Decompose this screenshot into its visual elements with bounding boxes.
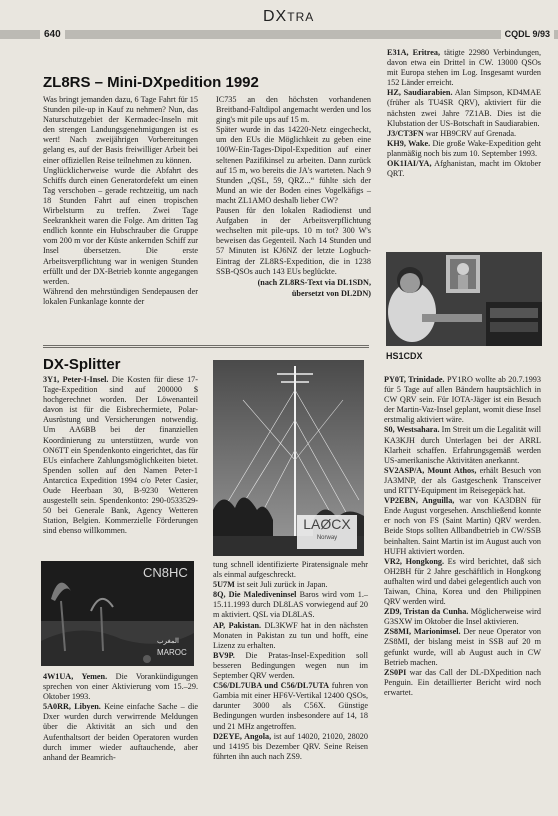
entry-lead: SV2ASP/A, Mount Athos,	[384, 465, 477, 475]
entry-lead: VP2EBN, Anguilla,	[384, 496, 455, 506]
splitter-entry	[213, 681, 368, 731]
news-entry	[387, 48, 541, 88]
entry-text: Die Pratas-Insel-Expedition soll besseren Bedingungen wegen nun im September QRV werden.	[213, 650, 368, 681]
photo-cn8hc-qsl	[41, 561, 194, 666]
article-paragraph: Pausen für den lokalen Radiodienst und Aufgaben in der Arbeitsverpflichtung wechselten mit pile-ups. 10 m tot? 300 W's beweisen das Gegenteil. Nach 14 Stunden und 57 Minuten ist KJ6NZ der letzte Logbuch-Eintrag der ZL8RS-Expedition, die in 1238 SSB-QSOs auch 143 EUs beglückte.	[216, 206, 371, 276]
splitter-entry	[43, 375, 198, 537]
entry-lead: 5U7M	[213, 580, 235, 590]
splitter-entry	[213, 580, 368, 590]
article-credit: übersetzt von DL2DN)	[291, 288, 371, 298]
entry-text: Alan Simpson, KD4MAE (früher als TU4SR QRV), aktiviert für die nächsten zwei Jahre 7Z1AB. Dies ist die Klubstation der US-Botschaft in Saudiarabien.	[387, 88, 541, 128]
entry-lead: ZS8MI, Marionimsel.	[384, 627, 461, 637]
splitter-entry	[384, 668, 541, 698]
entry-lead: ZS0PI	[384, 667, 407, 677]
splitter-entry	[384, 496, 541, 557]
splitter-entry	[384, 607, 541, 627]
entry-text: tätigte 22980 Verbindungen, davon etwa ein Drittel in CW. 13000 QSOs mit Europa stehen im Log. Insgesamt wurden 152 Länder erreicht.	[387, 48, 542, 88]
entry-text: Die große Wake-Expedition geht planmäßig noch bis zum 10. September 1993.	[387, 138, 542, 158]
entry-lead: S0, Westsahara.	[384, 425, 440, 435]
splitter-column2	[213, 560, 368, 762]
entry-text: ist seit Juli zurück in Japan.	[234, 580, 328, 590]
tower-badge-call: LAØCX	[303, 516, 351, 532]
article-title-dx-splitter: DX-Splitter	[43, 356, 121, 373]
article1-column2	[216, 95, 371, 299]
entry-lead: 5A0RR, Libyen.	[43, 702, 101, 712]
article1-column1	[43, 95, 198, 307]
photo-caption-hs1cdx: HS1CDX	[386, 351, 423, 361]
tower-badge-sub: Norway	[316, 535, 338, 541]
entry-lead: AP, Pakistan.	[213, 620, 262, 630]
entry-lead: 3Y1, Peter-I-Insel.	[43, 375, 109, 384]
entry-lead: PY0T, Trinidade.	[384, 375, 445, 384]
entry-lead: ZD9, Tristan da Cunha.	[384, 607, 469, 617]
splitter-column3	[384, 375, 541, 698]
divider-rule	[43, 347, 369, 348]
entry-lead: E31A, Eritrea,	[387, 48, 441, 57]
splitter-entry	[213, 560, 368, 580]
splitter-entry	[213, 590, 368, 620]
news-entry	[387, 139, 541, 159]
entry-text: PY1RO wollte ab 20.7.1993 für 5 Tage auf allen Bändern hauptsächlich in CW QRV sein. Für IOTA-Jäger ist ein Besuch der Martin-Vaz-Insel geplant, womit diese Insel erstmalig aktiviert wäre.	[384, 375, 541, 425]
entry-text: war das Call der DL-DXpedition nach Penguin. Ein detaillierter Bericht wird noch erwartet.	[384, 667, 541, 697]
splitter-entry	[384, 425, 541, 465]
splitter-entry	[384, 375, 541, 425]
header-band	[0, 30, 558, 39]
article-paragraph: Was bringt jemanden dazu, 6 Tage Fahrt für 15 Stunden pile-up in Kauf zu nehmen? Nun, das Naturschutzgebiet der Kermadec-Inseln mit den strengen Landungsgenehmigungen ist es wert! Nach zweijährigen Vorbereitungen gelang es, auf der Basis freiwilliger Arbeit bei einer offiziellen Reise teilnehmen zu können.	[43, 95, 198, 165]
splitter-entry	[43, 702, 198, 763]
entry-lead: HZ, Saudiarabien.	[387, 88, 453, 98]
page-number: 640	[40, 29, 65, 40]
splitter-entry	[213, 732, 368, 762]
splitter-entry	[384, 466, 541, 496]
entry-text: erhält Besuch von JA3MNP, der als Gastgeschenk Transceiver und RTTY-Equipment im Reisegepäck hat.	[384, 465, 542, 496]
entry-text: Die Kosten für diese 17-Tage-Expedition sind auf 200000 $ hochgerechnet worden. Der Löwenanteil davon ist für die Eisbrechermiete, Polar-Ausrüstung und Versicherungen notwendig. Um AA6BB bei der finanziellen Koordinierung zu unterstützen, wurde von ON6TT ein Spendenkonto eingerichtet, das für EUs einfachere Zahlungsmöglichkeiten bietet. Spenden sollen auf den Namen Peter-1 Antarctica Expedition 1994 c/o Peter Casier, Oude Heerbaan 30, B-9230 Wetteren ausgestellt sein. Spendenkonto: 290-0533529-50 bei Generale Bank, Agency Wetteren Station, Belgien. Kommerzielle Förderungen sind ebenso willkommen.	[43, 375, 198, 536]
entry-text: Keine einfache Sache – die Dxer wurden durch verwirrende Meldungen über die Aktivität an sich und den Aufenthaltsort der beiden Operatoren wurden durch immer wieder auftauchende, aber anhand der Beamrich-	[43, 702, 199, 762]
entry-text: tung schnell identifizierte Piratensignale mehr als einmal aufgeschreckt.	[213, 560, 368, 580]
article-paragraph: Während den mehrstündigen Sendepausen der lokalen Funkanlage konnte der	[43, 286, 198, 306]
news-entry	[387, 129, 541, 139]
right-news-column	[387, 48, 541, 179]
entry-text: DL3KWF hat in den nächsten Monaten in Pakistan zu tun und hofft, eine Lizenz zu erhalten.	[213, 620, 368, 650]
entry-text: Die Vorankündigungen sprechen von einer Aktivierung vom 15.–29. Oktober 1993.	[43, 672, 198, 702]
section-title: DXTRA	[263, 8, 315, 25]
splitter-entry	[213, 651, 368, 681]
entry-text: ist auf 14020, 21020, 28020 und 14195 bis Dezember QRV. Seine Reisen führten ihn auch nach ZS9.	[213, 731, 368, 761]
entry-text: Afghanistan, macht im Oktober QRT.	[387, 159, 541, 179]
entry-text: Es wird berichtet, daß sich OH2BH für 2 Jahre geschäftlich in Hongkong aufhalten wird und dabei gelegentlich auch von Taiwan, China, Korea und den Philippinen QRV werden wird.	[384, 556, 541, 607]
cn8hc-callsign: CN8HC	[143, 565, 188, 580]
splitter-entry	[213, 621, 368, 651]
entry-text: Baros wird vom 1.–15.11.1993 durch DL8LAS vorwiegend auf 20 m aktiviert. QSL via DL8LAS.	[213, 590, 369, 620]
article-title-zl8rs: ZL8RS – Mini-DXpedition 1992	[43, 74, 259, 91]
entry-lead: 8Q, Die Malediveninsel	[213, 590, 297, 600]
article-paragraph: Später wurde in das 14220-Netz eingecheckt, um den EUs die Möglichkeit zu geben eine 100W-Ein-Tages-Dipol-Expedition auf einer seltenen Pazifikinsel zu arbeiten. Dann zurück auf 15 m, wo bereits die JA's warteten. Nach 9 Stunden „QSL, 59, QRZ...“ fühlte sich der Mund an wie der Boden eines Vogelkäfigs – macht ZL1AMO deshalb lieber CW?	[216, 125, 371, 205]
entry-lead: 4W1UA, Yemen.	[43, 672, 108, 681]
entry-lead: C56/DL7UBA und C56/DL7UTA	[213, 681, 330, 691]
entry-lead: J3/CT3FN	[387, 128, 424, 138]
splitter-entry	[384, 557, 541, 607]
news-entry	[387, 88, 541, 128]
entry-text: Möglicherweise wird G3SXW im Oktober die Insel aktivieren.	[384, 607, 541, 627]
entry-lead: BV9P.	[213, 650, 235, 660]
entry-lead: OK1IAI/YA,	[387, 159, 432, 169]
entry-lead: D2EYE, Angola,	[213, 731, 272, 741]
splitter-column1b	[43, 672, 198, 763]
splitter-entry	[384, 627, 541, 667]
issue-label: CQDL 9/93	[501, 29, 554, 40]
article-paragraph: Unglücklicherweise wurde die Abfahrt des Schiffs durch einen Generatordefekt um einen Tag verschoben – gerade rechtzeitig, um nach 18 Stunden Fahrt auf einen tropischen Wirbelsturm zu treffen. Zwei Tage Seekrankheit waren die Folge. Am dritten Tag endlich konnte ein Hubschrauber die Gruppe vom 200 m vor der Küste ankernden Schiff zur Insel übersetzen. Die erste Arbeitsverpflichtung war in wenigen Stunden erfüllt und der DX-Betrieb konnte angegangen werden.	[43, 165, 198, 286]
entry-text: fuhren von Gambia mit einer HF6V-Vertikal 12400 QSOs, darunter 3000 als C56X. Günstige Bedingungen wurden insbesondere auf 14, 18 und 21 MHz angetroffen.	[213, 681, 369, 731]
divider-rule	[43, 345, 369, 346]
entry-text: Der neue Operator von ZS8MI, der bislang meist in SSB auf 20 m gefunkt wurde, will ab August auch in CW Betrieb machen.	[384, 627, 541, 667]
article-credit: (nach ZL8RS-Text via DL1SDN,	[257, 277, 371, 287]
entry-text: war von KA3DBN für Ende August vorgesehen. Anschließend konnte er noch von FS (Saint Martin) QRV werden. Beide Stops sollten Allbandbetrieb in CW/SSB beinhalten. Saint Martin ist im August auch von HUFH aktiviert worden.	[384, 496, 542, 556]
splitter-entry	[43, 672, 198, 702]
splitter-column1	[43, 375, 198, 537]
photo-hs1cdx	[386, 252, 542, 346]
cn8hc-country: MAROC	[157, 648, 187, 657]
entry-text: Im Streit um die Legalität will KA3KJH durch Unterlagen bei der ARRL Klarheit schaffen. Erfahrungsgemäß werden US-amerikanische Aktivitäten anerkannt.	[384, 425, 541, 465]
cn8hc-country-arabic: المغرب	[157, 638, 179, 645]
photo-antenna-tower	[213, 360, 364, 556]
entry-lead: VR2, Hongkong.	[384, 556, 445, 566]
entry-text: war HB9CRV auf Grenada.	[423, 128, 517, 138]
news-entry	[387, 159, 541, 179]
entry-lead: KH9, Wake.	[387, 138, 431, 148]
article-paragraph: IC735 an den höchsten vorhandenen Breitband-Faltdipol angemacht werden und los ging's mit pile ups auf 15 m.	[216, 95, 371, 125]
